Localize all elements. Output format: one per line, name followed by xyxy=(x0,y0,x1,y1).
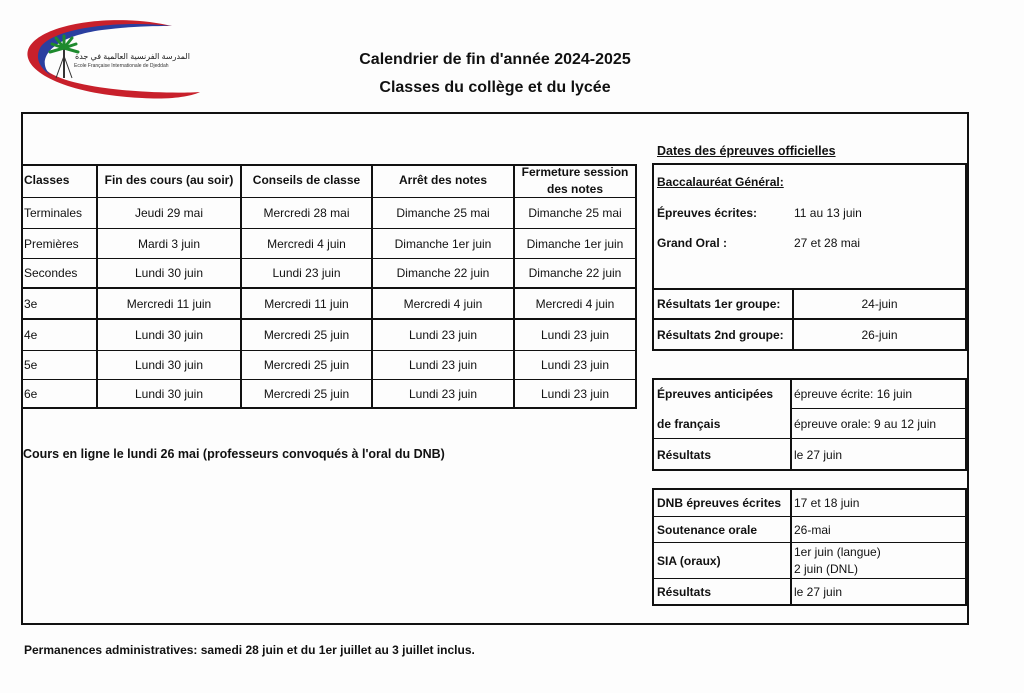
table-cell: Lundi 30 juin xyxy=(134,386,204,401)
table-cell: Dimanche 22 juin xyxy=(396,266,490,280)
table-cell: Mercredi 4 juin xyxy=(267,236,346,251)
results-group1-value: 24-juin xyxy=(861,297,898,311)
table-header-cell: Fermeture session des notes xyxy=(521,164,629,196)
results-group2-value: 26-juin xyxy=(861,327,898,342)
table-header-cell: Arrêt des notes xyxy=(398,173,488,187)
bac-written-label: Épreuves écrites: xyxy=(657,206,758,220)
dnb-results-value: le 27 juin xyxy=(794,585,843,599)
table-header-cell: Conseils de classe xyxy=(252,173,361,187)
table-cell: Lundi 23 juin xyxy=(408,386,478,401)
official-exams-panel xyxy=(652,138,967,608)
administrative-hours-note: Permanences administratives: samedi 28 juin et du 1er juillet au 3 juillet inclus. xyxy=(24,643,475,657)
table-cell: Mercredi 28 mai xyxy=(263,206,350,220)
eaf-oral-value: épreuve orale: 9 au 12 juin xyxy=(794,417,937,431)
eaf-label-line2: de français xyxy=(657,417,721,431)
table-header-cell: Classes xyxy=(24,173,70,187)
page-subtitle: Classes du collège et du lycée xyxy=(379,79,611,96)
table-row-class-name: 3e xyxy=(24,296,38,311)
sia-value-dnl: 2 juin (DNL) xyxy=(794,562,859,576)
table-row-class-name: 5e xyxy=(24,358,38,372)
page-title: Calendrier de fin d'année 2024-2025 xyxy=(359,51,631,68)
table-cell: Dimanche 25 mai xyxy=(528,206,622,220)
eaf-written-value: épreuve écrite: 16 juin xyxy=(794,387,913,401)
table-cell: Mardi 3 juin xyxy=(137,236,201,251)
sia-label: SIA (oraux) xyxy=(657,553,721,568)
table-cell: Dimanche 1er juin xyxy=(526,236,624,251)
table-cell: Lundi 30 juin xyxy=(134,328,204,342)
dnb-oral-label: Soutenance orale xyxy=(657,523,758,537)
table-cell: Lundi 23 juin xyxy=(540,328,610,342)
table-row-class-name: Terminales xyxy=(24,206,83,220)
results-group1-label: Résultats 1er groupe: xyxy=(657,297,781,311)
table-cell: Lundi 23 juin xyxy=(408,358,478,372)
grand-oral-value: 27 et 28 mai xyxy=(794,236,861,250)
online-classes-note: Cours en ligne le lundi 26 mai (professeurs convoqués à l'oral du DNB) xyxy=(23,447,445,461)
logo-french-text: Ecole Française Internationale de Djeddah xyxy=(74,63,169,69)
table-cell: Lundi 23 juin xyxy=(272,266,341,280)
results-group2-label: Résultats 2nd groupe: xyxy=(657,327,784,342)
table-cell: Mercredi 11 juin xyxy=(126,296,212,311)
logo-arabic-text: المدرسة الفرنسية العالمية في جدة xyxy=(75,52,190,61)
dnb-written-value: 17 et 18 juin xyxy=(794,496,860,510)
table-cell: Mercredi 4 juin xyxy=(403,296,483,311)
bac-written-value: 11 au 13 juin xyxy=(794,206,862,220)
bac-title: Baccalauréat Général: xyxy=(657,175,784,189)
table-header-cell: Fin des cours (au soir) xyxy=(104,173,234,187)
eaf-results-label: Résultats xyxy=(657,448,712,462)
table-row-class-name: Secondes xyxy=(24,266,78,280)
table-row-class-name: 4e xyxy=(24,328,38,342)
dnb-oral-value: 26-mai xyxy=(794,523,831,537)
table-cell: Mercredi 4 juin xyxy=(535,296,615,311)
table-cell: Dimanche 25 mai xyxy=(396,206,490,220)
table-cell: Lundi 30 juin xyxy=(134,266,204,280)
table-cell: Dimanche 22 juin xyxy=(528,266,622,280)
grand-oral-label: Grand Oral : xyxy=(657,236,728,250)
table-cell: Lundi 23 juin xyxy=(408,328,478,342)
table-cell: Mercredi 25 juin xyxy=(263,328,350,342)
dnb-results-label: Résultats xyxy=(657,585,712,599)
table-cell: Jeudi 29 mai xyxy=(134,206,204,220)
sia-value-language: 1er juin (langue) xyxy=(794,545,881,559)
table-row-class-name: Premières xyxy=(24,236,79,251)
classes-table xyxy=(22,164,637,409)
eaf-label-line1: Épreuves anticipées xyxy=(657,387,774,401)
table-cell: Mercredi 25 juin xyxy=(263,358,350,372)
table-cell: Lundi 23 juin xyxy=(540,358,610,372)
dnb-written-label: DNB épreuves écrites xyxy=(657,496,782,510)
table-cell: Lundi 30 juin xyxy=(134,358,204,372)
table-cell: Dimanche 1er juin xyxy=(394,236,492,251)
table-cell: Lundi 23 juin xyxy=(540,386,610,401)
eaf-results-value: le 27 juin xyxy=(794,448,843,462)
table-row-class-name: 6e xyxy=(24,386,38,401)
table-cell: Mercredi 25 juin xyxy=(263,386,350,401)
official-exams-heading: Dates des épreuves officielles xyxy=(657,144,836,158)
table-cell: Mercredi 11 juin xyxy=(264,296,349,311)
